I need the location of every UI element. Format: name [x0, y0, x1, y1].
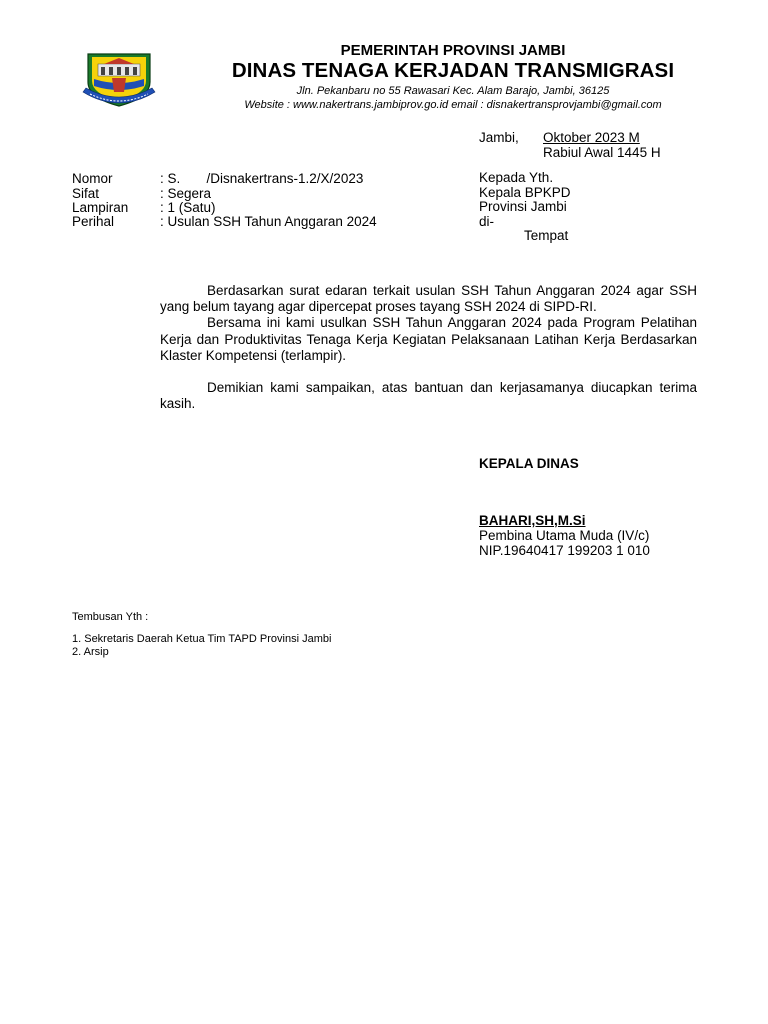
recipient-line: Kepada Yth. — [479, 170, 554, 185]
province-emblem-logo — [82, 48, 156, 110]
agency-name: DINAS TENAGA KERJADAN TRANSMIGRASI — [231, 59, 675, 82]
signatory-name: BAHARI,SH,M.Si — [479, 513, 586, 528]
meta-value: : 1 (Satu) — [160, 200, 216, 215]
signatory-title: KEPALA DINAS — [479, 456, 579, 471]
cc-item: 1. Sekretaris Daerah Ketua Tim TAPD Provinsi Jambi — [72, 633, 332, 645]
cc-item: 2. Arsip — [72, 646, 109, 658]
letter-body — [160, 283, 697, 412]
meta-label: Perihal — [72, 214, 115, 229]
body-paragraph: Demikian kami sampaikan, atas bantuan dan kerjasamanya diucapkan terima kasih. — [160, 380, 697, 412]
signature-block — [479, 456, 650, 558]
signatory-rank: Pembina Utama Muda (IV/c) — [479, 528, 650, 543]
agency-address: Jln. Pekanbaru no 55 Rawasari Kec. Alam Barajo, Jambi, 36125 — [296, 85, 610, 97]
recipient-line: Kepala BPKPD — [479, 184, 571, 200]
recipient-block — [479, 171, 571, 244]
date-gregorian: Oktober 2023 M — [543, 130, 640, 145]
recipient-line: Provinsi Jambi — [479, 199, 567, 214]
meta-row-sifat — [72, 186, 211, 201]
meta-row-nomor — [72, 171, 363, 186]
meta-label: Nomor — [72, 171, 113, 186]
date-place: Jambi, — [479, 130, 519, 145]
recipient-line: Tempat — [524, 228, 569, 243]
government-name: PEMERINTAH PROVINSI JAMBI — [340, 42, 566, 59]
meta-label: Lampiran — [72, 200, 129, 215]
meta-value: : Usulan SSH Tahun Anggaran 2024 — [160, 214, 377, 229]
agency-contact: Website : www.nakertrans.jambiprov.go.id email : disnakertransprovjambi@gmail.com — [244, 99, 662, 111]
date-hijri: Rabiul Awal 1445 H — [543, 145, 661, 160]
meta-value: : S. /Disnakertrans-1.2/X/2023 — [160, 171, 364, 186]
letterhead — [160, 40, 746, 112]
cc-heading: Tembusan Yth : — [72, 611, 149, 623]
meta-row-perihal — [72, 214, 377, 229]
body-paragraph: Bersama ini kami usulkan SSH Tahun Anggaran 2024 pada Program Pelatihan Kerja dan Produktivitas Tenaga Kerja Kegiatan Pelaksanaan Latihan Kerja Berdasarkan Klaster Kompetensi (terlampir). — [160, 315, 697, 363]
signatory-nip: NIP.19640417 199203 1 010 — [479, 543, 650, 558]
recipient-line: di- — [479, 213, 495, 229]
body-paragraph: Berdasarkan surat edaran terkait usulan SSH Tahun Anggaran 2024 agar SSH yang belum tayang agar dipercepat proses tayang SSH 2024 di SIPD-RI. — [160, 283, 697, 315]
meta-value: : Segera — [160, 186, 212, 201]
meta-row-lampiran — [72, 200, 216, 215]
cc-block — [72, 611, 331, 659]
meta-label: Sifat — [72, 186, 100, 201]
